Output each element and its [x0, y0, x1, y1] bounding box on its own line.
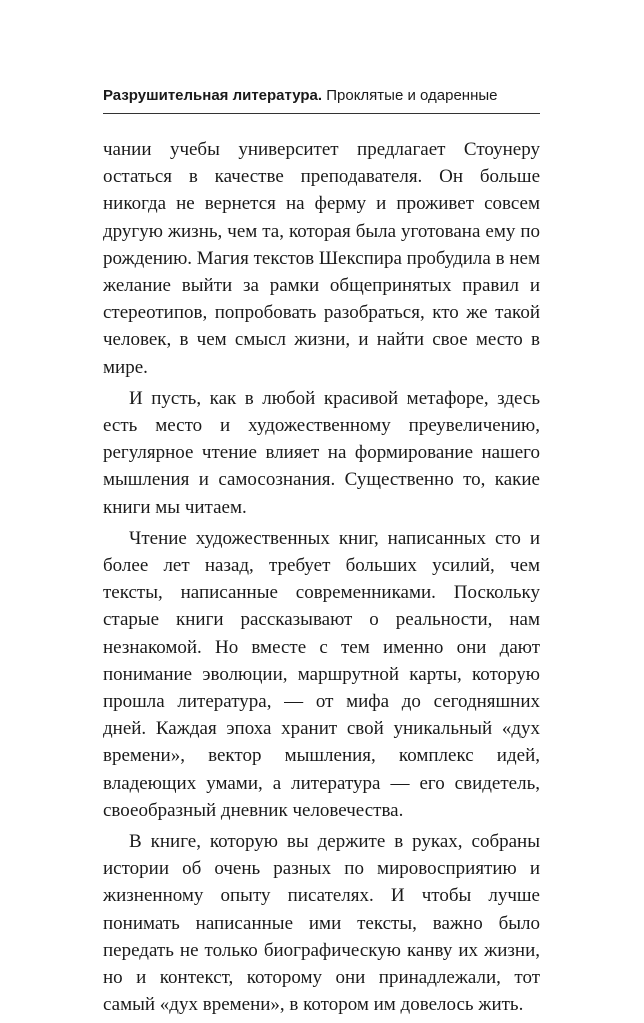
paragraph: И пусть, как в любой красивой метафоре, здесь есть место и художественному преувеличению, регулярное чтение влияет на формирование нашего мышления и самосознания. Существенно то, какие книги мы читаем.	[103, 387, 540, 518]
running-header	[103, 86, 540, 106]
book-title: Разрушительная литература.	[103, 87, 323, 104]
book-subtitle: Проклятые и одаренные	[326, 87, 498, 104]
paragraph-continuation: чании учебы университет предлагает Стоунеру остаться в качестве преподавателя. Он больше никогда не вернется на ферму и проживет совсем другую жизнь, чем та, которая была уготована ему по рождению. Магия текстов Шекспира пробудила в нем желание выйти за рамки общепринятых правил и стереотипов, попробовать разобраться, кто же такой человек, в чем смысл жизни, и найти свое место в мире.	[103, 139, 540, 378]
page-body	[103, 136, 540, 1023]
header-divider	[103, 113, 540, 114]
paragraph: В книге, которую вы держите в руках, собраны истории об очень разных по мировосприятию и жизненному опыту писателях. И чтобы лучше понимать написанные ими тексты, важно было передать не только биографическую канву их жизни, но и контекст, которому они принадлежали, тот самый «дух времени», в котором им довелось жить.	[103, 831, 540, 1016]
paragraph: Чтение художественных книг, написанных сто и более лет назад, требует больших усилий, чем тексты, написанные современниками. Поскольку старые книги рассказывают о реальности, нам незнакомой. Но вместе с тем именно они дают понимание эволюции, маршрутной карты, которую прошла литература, — от мифа до сегодняшних дней. Каждая эпоха хранит свой уникальный «дух времени», вектор мышления, комплекс идей, владеющих умами, а литература — его свидетель, своеобразный дневник человечества.	[103, 527, 540, 821]
